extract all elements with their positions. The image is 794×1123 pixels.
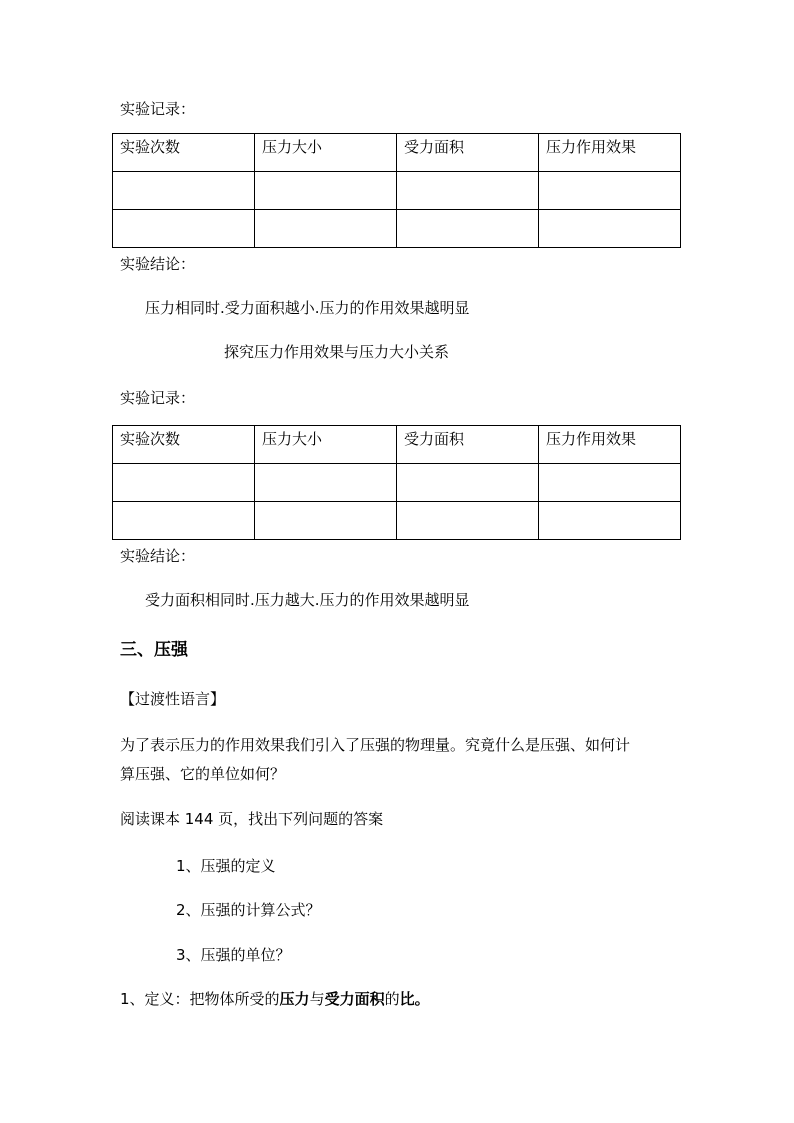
table-cell <box>539 210 681 248</box>
record-label: 实验记录： <box>120 389 196 407</box>
table-header-row <box>113 426 681 464</box>
conclusion-text: 受力面积相同时.压力越大.压力的作用效果越明显 <box>145 591 470 609</box>
record-table <box>112 133 681 248</box>
conclusion-text: 压力相同时.受力面积越小.压力的作用效果越明显 <box>145 299 470 317</box>
definition-term-ratio: 比。 <box>399 990 430 1008</box>
transition-label: 【过渡性语言】 <box>120 690 226 708</box>
header-cell: 压力大小 <box>255 426 397 464</box>
table-cell <box>539 464 681 502</box>
header-cell: 压力作用效果 <box>539 426 681 464</box>
table-cell <box>113 210 255 248</box>
table-row <box>113 502 681 540</box>
table-header-row <box>113 134 681 172</box>
table-cell <box>113 464 255 502</box>
intro-text-line1: 为了表示压力的作用效果我们引入了压强的物理量。究竟什么是压强、如何计 <box>120 736 631 754</box>
definition-connector: 的 <box>384 990 400 1008</box>
header-cell: 实验次数 <box>113 426 255 464</box>
definition-prefix: 1、定义：把物体所受的 <box>120 990 280 1008</box>
reading-instruction: 阅读课本 144 页，找出下列问题的答案 <box>120 810 384 828</box>
record-label: 实验记录： <box>120 100 196 118</box>
table-cell <box>255 172 397 210</box>
section-heading: 三、压强 <box>120 640 188 660</box>
definition-line <box>120 989 430 1009</box>
header-cell: 压力作用效果 <box>539 134 681 172</box>
header-cell: 压力大小 <box>255 134 397 172</box>
table-row <box>113 172 681 210</box>
question-item: 3、压强的单位？ <box>176 946 291 964</box>
section-title: 探究压力作用效果与压力大小关系 <box>224 343 450 361</box>
table-cell <box>255 210 397 248</box>
header-cell: 实验次数 <box>113 134 255 172</box>
record-table <box>112 425 681 540</box>
table-cell <box>539 172 681 210</box>
conclusion-label: 实验结论： <box>120 255 196 273</box>
conclusion-label: 实验结论： <box>120 547 196 565</box>
table-cell <box>539 502 681 540</box>
table-row <box>113 210 681 248</box>
header-cell: 受力面积 <box>397 134 539 172</box>
table-cell <box>397 172 539 210</box>
question-item: 1、压强的定义 <box>176 857 276 875</box>
intro-text-line2: 算压强、它的单位如何？ <box>120 765 286 783</box>
table-cell <box>255 464 397 502</box>
table-cell <box>113 502 255 540</box>
table-cell <box>397 210 539 248</box>
definition-connector: 与 <box>309 990 325 1008</box>
table-cell <box>397 502 539 540</box>
table-row <box>113 464 681 502</box>
table-cell <box>255 502 397 540</box>
header-cell: 受力面积 <box>397 426 539 464</box>
definition-term-area: 受力面积 <box>324 990 385 1008</box>
definition-term-pressure: 压力 <box>279 990 310 1008</box>
question-item: 2、压强的计算公式？ <box>176 901 321 919</box>
table-cell <box>113 172 255 210</box>
table-cell <box>397 464 539 502</box>
